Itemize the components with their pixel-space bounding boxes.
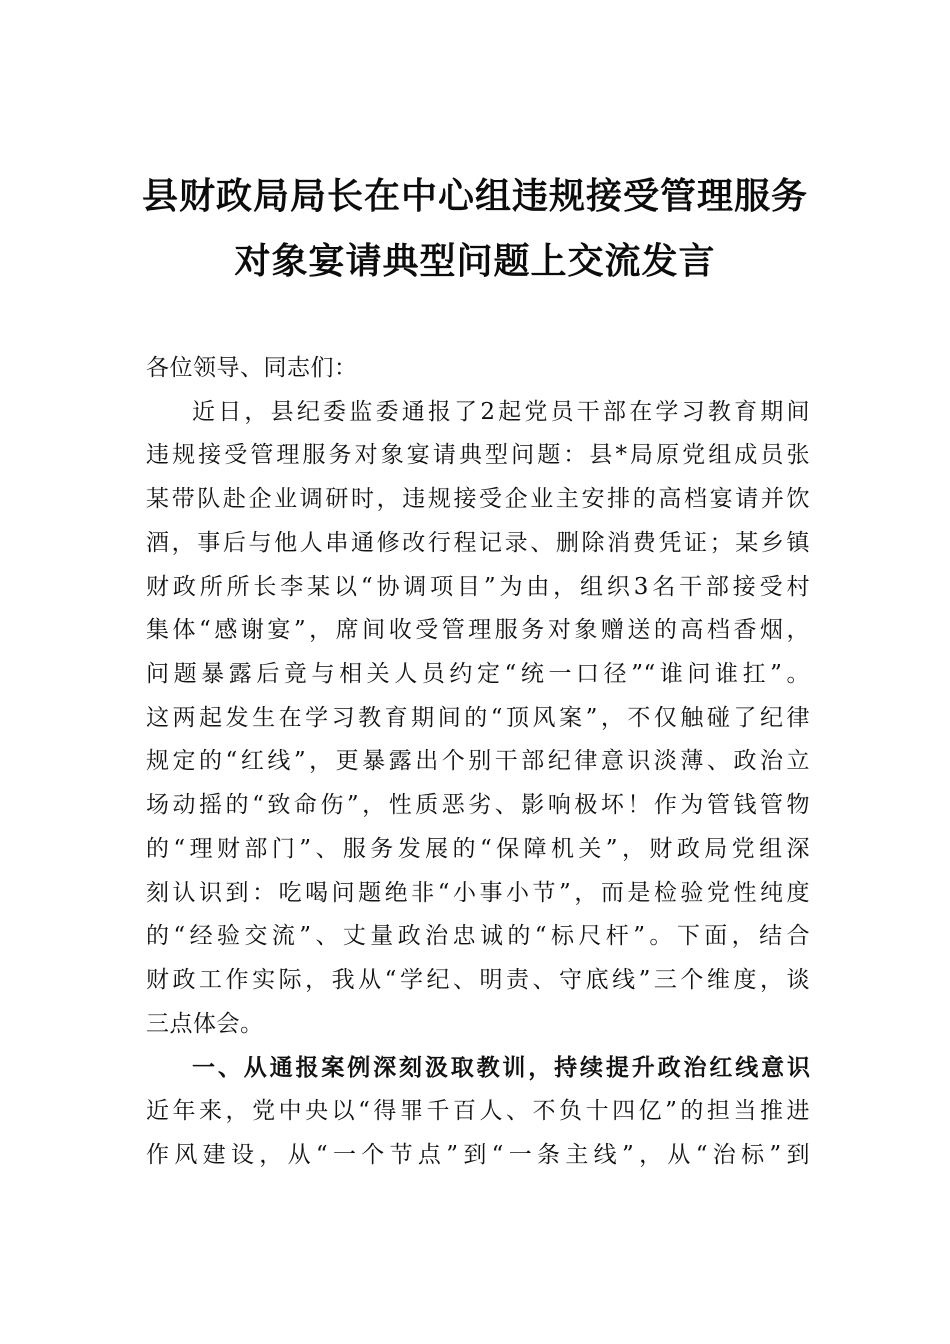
document-title-line-1: 县财政局局长在中心组违规接受管理服务 (141, 176, 808, 217)
paragraph-line: 作风建设，从“一个节点”到“一条主线”，从“治标”到 (146, 1142, 810, 1168)
paragraph-line: 场动摇的“致命伤”，性质恶劣、影响极坏！作为管钱管物 (146, 792, 810, 818)
paragraph-line: 某带队赴企业调研时，违规接受企业主安排的高档宴请并饮 (146, 486, 810, 512)
salutation: 各位领导、同志们： (146, 355, 358, 381)
paragraph-line: 的“理财部门”、服务发展的“保障机关”，财政局党组深 (146, 836, 810, 862)
paragraph-line: 酒，事后与他人串通修改行程记录、删除消费凭证；某乡镇 (146, 530, 810, 556)
paragraph-line: 财政所所长李某以“协调项目”为由，组织3名干部接受村 (146, 574, 810, 600)
paragraph-line: 这两起发生在学习教育期间的“顶风案”，不仅触碰了纪律 (146, 705, 810, 731)
section-heading-1: 一、从通报案例深刻汲取教训，持续提升政治红线意识 (192, 1055, 810, 1081)
paragraph-line: 问题暴露后竟与相关人员约定“统一口径”“谁问谁扛”。 (146, 661, 810, 687)
paragraph-line: 近年来，党中央以“得罪千百人、不负十四亿”的担当推进 (146, 1098, 810, 1124)
paragraph-line: 集体“感谢宴”，席间收受管理服务对象赠送的高档香烟， (146, 617, 810, 643)
paragraph-line: 近日，县纪委监委通报了2起党员干部在学习教育期间 (192, 399, 810, 425)
paragraph-line: 财政工作实际，我从“学纪、明责、守底线”三个维度，谈 (146, 967, 810, 993)
paragraph-line: 违规接受管理服务对象宴请典型问题：县*局原党组成员张 (146, 442, 810, 468)
paragraph-line: 的“经验交流”、丈量政治忠诚的“标尺杆”。下面，结合 (146, 923, 810, 949)
paragraph-line: 规定的“红线”，更暴露出个别干部纪律意识淡薄、政治立 (146, 748, 810, 774)
document-title-line-2: 对象宴请典型问题上交流发言 (234, 241, 716, 282)
paragraph-line: 刻认识到：吃喝问题绝非“小事小节”，而是检验党性纯度 (146, 880, 810, 906)
paragraph-line: 三点体会。 (146, 1011, 264, 1037)
